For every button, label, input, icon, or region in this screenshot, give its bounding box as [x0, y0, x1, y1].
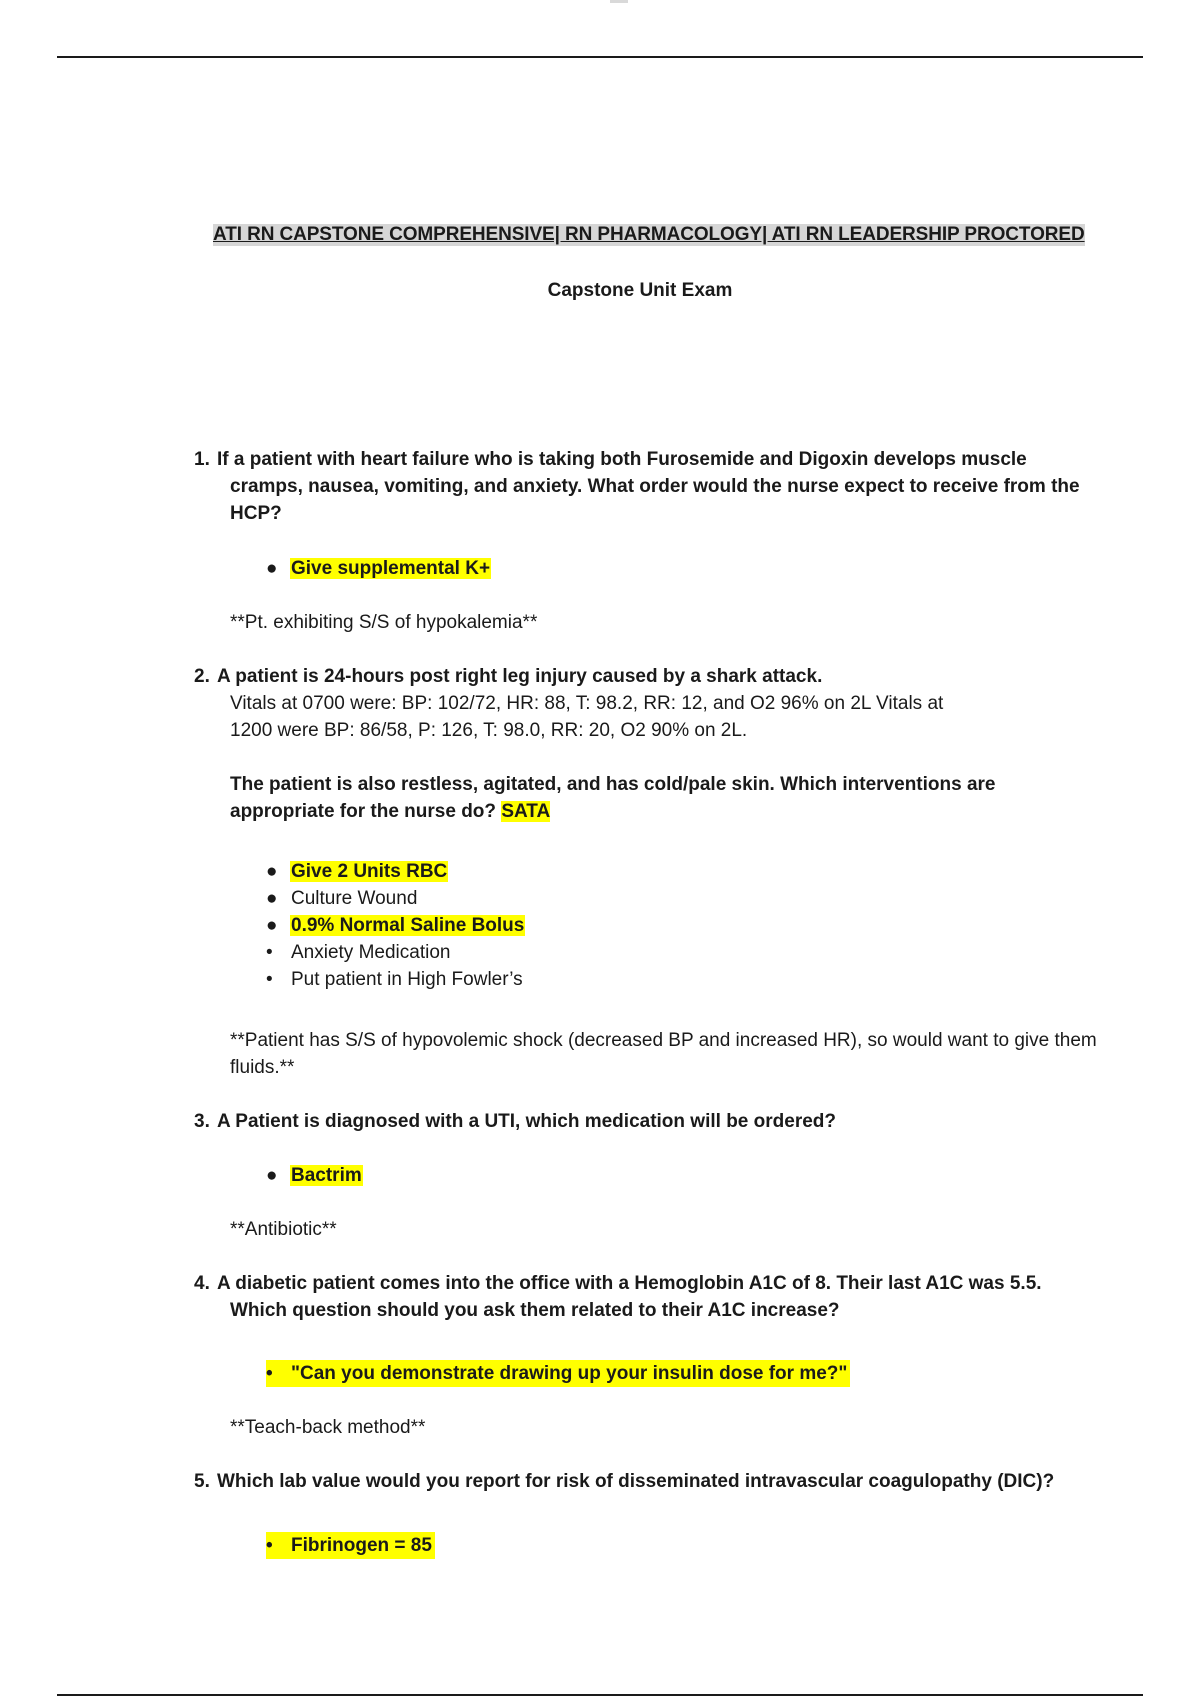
question-1 — [194, 446, 1094, 527]
question-text: A Patient is diagnosed with a UTI, which medication will be ordered? — [217, 1111, 836, 1132]
answer-option — [266, 939, 451, 966]
question-text: Which lab value would you report for risk of disseminated intravascular coagulopathy (DIC)? — [217, 1471, 1055, 1492]
answer-option — [266, 555, 491, 582]
answer-option — [266, 1360, 850, 1387]
answer-label-correct: Give 2 Units RBC — [291, 861, 448, 882]
question-3 — [194, 1108, 1094, 1135]
answer-option — [266, 885, 418, 912]
answer-label-correct: Give supplemental K+ — [291, 558, 491, 579]
bullet-icon: ● — [266, 861, 278, 882]
answer-label-correct: Bactrim — [291, 1165, 362, 1186]
page-top-marker — [610, 0, 628, 3]
answer-option — [266, 912, 525, 939]
rationale-note: **Teach-back method** — [230, 1417, 426, 1438]
sata-tag: SATA — [501, 801, 551, 822]
question-text: If a patient with heart failure who is taking both Furosemide and Digoxin develops muscle cramps, nausea, vomiting, and anxiety. What order would the nurse expect to receive from the HCP? — [217, 449, 1080, 524]
question-number: 4. — [194, 1273, 210, 1294]
prompt-text: The patient is also restless, agitated, and has cold/pale skin. Which interventions are appropriate for the nurse do? — [230, 774, 996, 822]
question-number: 2. — [194, 666, 210, 687]
answer-label: Culture Wound — [291, 888, 418, 909]
rationale-note: **Antibiotic** — [230, 1219, 337, 1240]
rationale-note: **Pt. exhibiting S/S of hypokalemia** — [230, 612, 538, 633]
rationale-note: **Patient has S/S of hypovolemic shock (decreased BP and increased HR), so would want to give them fluids.** — [230, 1030, 1097, 1078]
question-number: 1. — [194, 449, 210, 470]
bullet-icon: • — [266, 942, 273, 963]
bullet-icon: ● — [266, 915, 278, 936]
document-title: ATI RN CAPSTONE COMPREHENSIVE| RN PHARMACOLOGY| ATI RN LEADERSHIP PROCTORED — [213, 224, 1085, 245]
answer-option — [266, 858, 448, 885]
question-2 — [194, 663, 1094, 690]
bullet-icon: • — [266, 1535, 273, 1556]
bullet-icon: ● — [266, 1165, 278, 1186]
answer-label-correct: "Can you demonstrate drawing up your insulin dose for me?" — [291, 1363, 848, 1384]
footer-rule — [57, 1694, 1143, 1696]
document-subtitle: Capstone Unit Exam — [547, 280, 733, 301]
question-4 — [194, 1270, 1064, 1324]
question-text: A diabetic patient comes into the office with a Hemoglobin A1C of 8. Their last A1C was 5.5. Which question should you ask them related to their A1C increase? — [217, 1273, 1042, 1321]
question-5 — [194, 1468, 1154, 1495]
bullet-icon: • — [266, 1363, 273, 1384]
answer-option — [266, 1162, 363, 1189]
vitals-text: Vitals at 0700 were: BP: 102/72, HR: 88, T: 98.2, RR: 12, and O2 96% on 2L Vitals at 1200 were BP: 86/58, P: 126, T: 98.0, RR: 20, O2 90% on 2L. — [230, 693, 944, 741]
answer-label-correct: Fibrinogen = 85 — [291, 1535, 432, 1556]
question-text: A patient is 24-hours post right leg injury caused by a shark attack. — [217, 666, 823, 687]
header-rule — [57, 56, 1143, 58]
bullet-icon: ● — [266, 888, 278, 909]
answer-label: Put patient in High Fowler’s — [291, 969, 523, 990]
answer-label: Anxiety Medication — [291, 942, 451, 963]
bullet-icon: • — [266, 969, 273, 990]
bullet-icon: ● — [266, 558, 278, 579]
answer-option — [266, 966, 524, 993]
answer-option — [266, 1532, 435, 1559]
question-number: 5. — [194, 1471, 210, 1492]
answer-label-correct: 0.9% Normal Saline Bolus — [291, 915, 525, 936]
question-prompt — [230, 771, 1050, 825]
question-number: 3. — [194, 1111, 210, 1132]
